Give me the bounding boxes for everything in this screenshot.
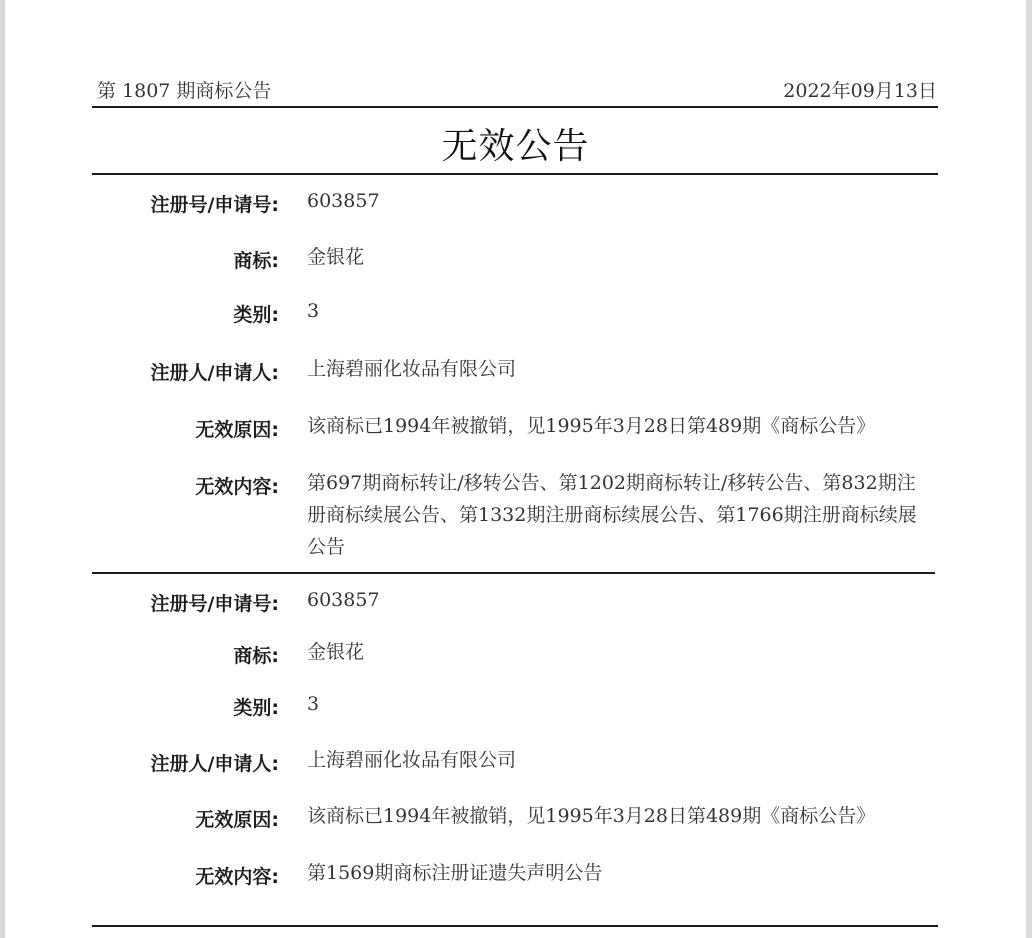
- label-class: 类别:: [233, 304, 279, 326]
- label-class: 类别:: [233, 697, 279, 719]
- value-invalid-content: 第1569期商标注册证遗失声明公告: [307, 862, 603, 884]
- value-invalid-reason: 该商标已1994年被撤销，见1995年3月28日第489期《商标公告》: [307, 415, 876, 437]
- page-title: 无效公告: [441, 126, 590, 167]
- label-owner: 注册人/申请人:: [150, 362, 279, 384]
- value-owner: 上海碧丽化妆品有限公司: [307, 749, 517, 771]
- value-owner: 上海碧丽化妆品有限公司: [307, 358, 517, 380]
- header-rule: [92, 106, 938, 108]
- label-invalid-reason: 无效原因:: [195, 809, 279, 831]
- value-registration-number: 603857: [307, 589, 380, 611]
- value-invalid-content: 第697期商标转让/移转公告、第1202期商标转让/移转公告、第832期注册商标续展公告、第1332期注册商标续展公告、第1766期注册商标续展公告: [307, 472, 917, 558]
- value-trademark: 金银花: [307, 641, 365, 663]
- value-invalid-reason: 该商标已1994年被撤销，见1995年3月28日第489期《商标公告》: [307, 805, 876, 827]
- value-class: 3: [307, 300, 320, 322]
- record-separator-rule: [92, 572, 935, 574]
- document-page: [5, 0, 1026, 938]
- publication-date: 2022年09月13日: [783, 80, 937, 102]
- label-trademark: 商标:: [233, 250, 279, 272]
- label-trademark: 商标:: [233, 645, 279, 667]
- label-owner: 注册人/申请人:: [150, 753, 279, 775]
- title-rule: [92, 173, 938, 175]
- value-class: 3: [307, 693, 320, 715]
- issue-number: 第 1807 期商标公告: [97, 80, 272, 102]
- value-trademark: 金银花: [307, 246, 365, 268]
- label-invalid-reason: 无效原因:: [195, 419, 279, 441]
- label-registration-number: 注册号/申请号:: [150, 593, 279, 615]
- value-registration-number: 603857: [307, 190, 380, 212]
- label-invalid-content: 无效内容:: [195, 866, 279, 888]
- label-registration-number: 注册号/申请号:: [150, 194, 279, 216]
- label-invalid-content: 无效内容:: [195, 476, 279, 498]
- footer-rule: [92, 925, 938, 927]
